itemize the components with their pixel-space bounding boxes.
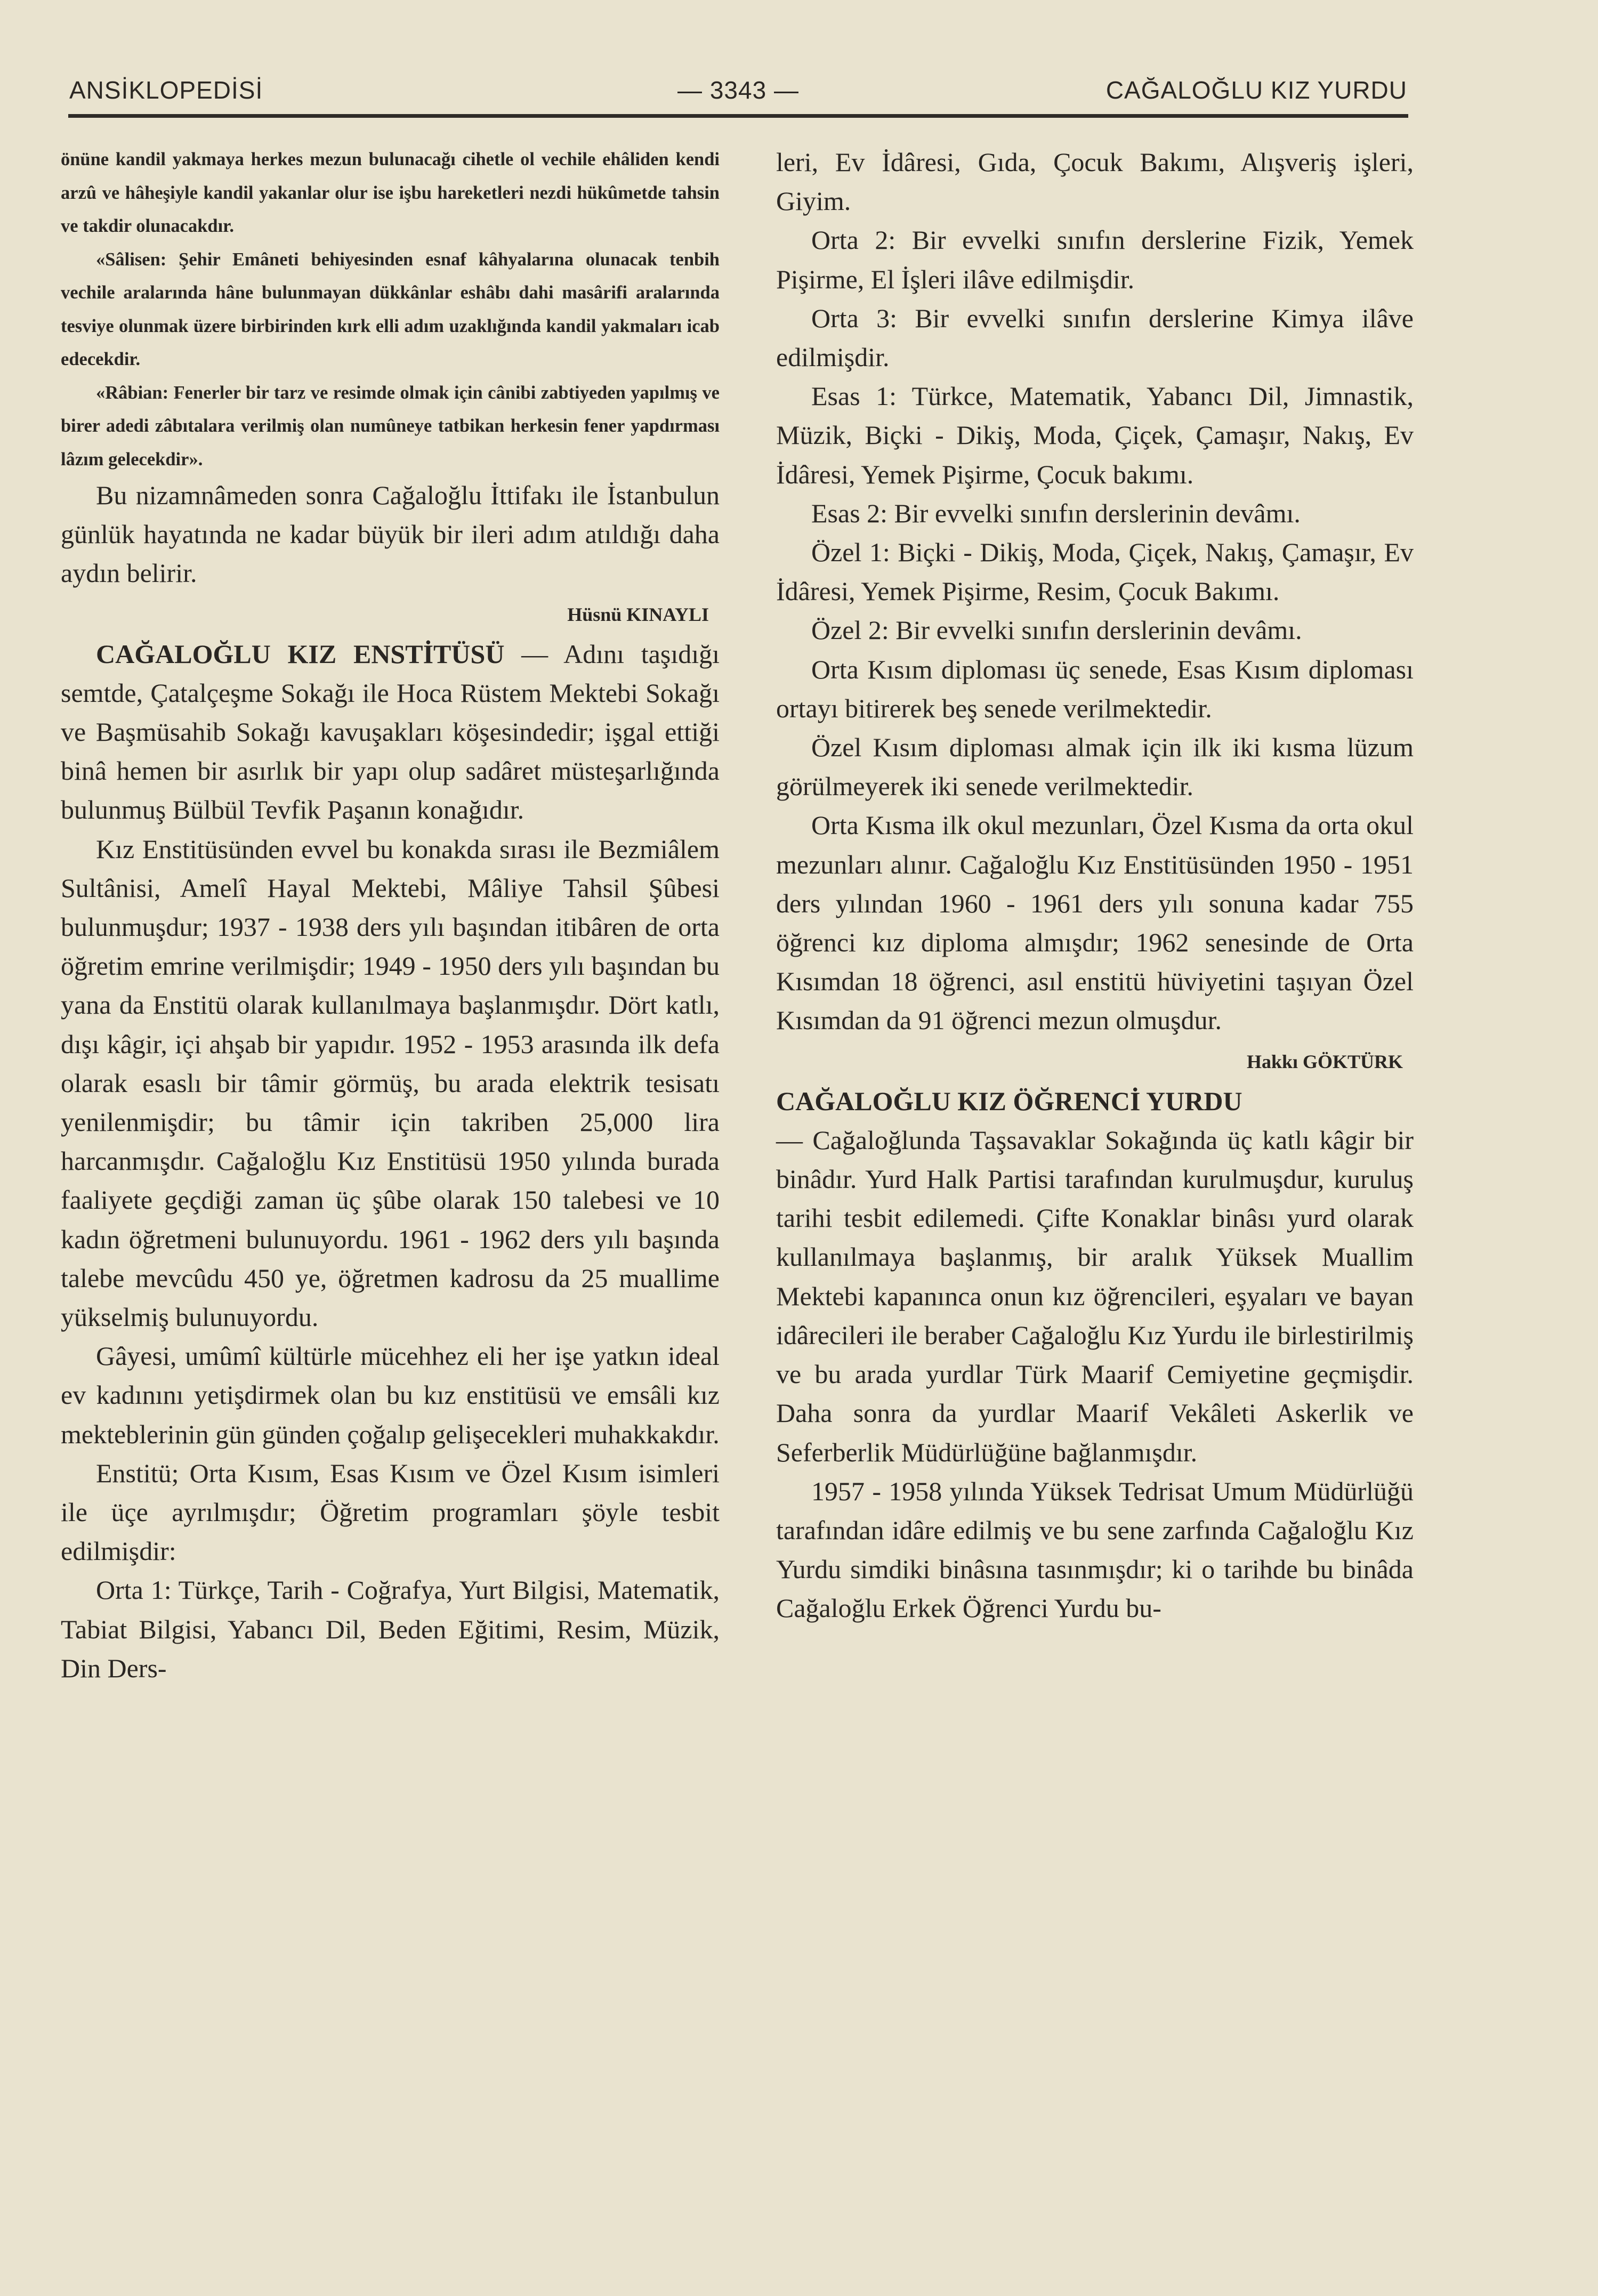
page-number: — 3343 — <box>677 76 799 104</box>
quote-paragraph: «Sâlisen: Şehir Emâneti behiyesinden esnaf kâhyalarına olunacak tenbih vechile aralarında hâne bulunmayan dükkânlar eshâbı dahi masârifi aralarında tesviye olunmak üzere birbirinden kırk elli adım uzaklığında kandil yakmaları icab edecekdir. <box>61 249 720 369</box>
quote-paragraph: önüne kandil yakmaya herkes mezun bulunacağı cihetle ol vechile ehâliden kendi arzû ve hâheşiyle kandil yakanlar olur ise işbu hareketleri nezdi hükûmetde tahsin ve takdir olunacakdır. <box>61 149 720 236</box>
body-paragraph: Özel 2: Bir evvelki sınıfın derslerinin devâmı. <box>811 615 1302 645</box>
author-signature: Hüsnü KINAYLI <box>567 603 709 625</box>
body-paragraph: Orta 3: Bir evvelki sınıfın derslerine Kimya ilâve edilmişdir. <box>776 303 1414 373</box>
entry-title: CAĞALOĞLU KIZ ÖĞRENCİ YURDU <box>776 1086 1242 1116</box>
body-paragraph: Bu nizamnâmeden sonra Cağaloğlu İttifakı ile İstanbulun günlük hayatında ne kadar büyük bir ileri adım atıldığı daha aydın belirir. <box>61 480 720 588</box>
author-signature: Hakkı GÖKTÜRK <box>1246 1050 1403 1072</box>
body-paragraph: Esas 1: Türkce, Matematik, Yabancı Dil, Jimnastik, Müzik, Biçki - Dikiş, Moda, Çiçek, Çamaşır, Nakış, Ev İdâresi, Yemek Pişirme, Çocuk bakımı. <box>776 381 1414 489</box>
body-paragraph: Orta Kısma ilk okul mezunları, Özel Kısma da orta okul mezunları alınır. Cağaloğlu Kız Enstitüsünden 1950 - 1951 ders yılından 1960 - 1961 ders yılı sonuna kadar 755 öğrenci kız diploma almışdır; 1962 senesinde de Orta Kısımdan 18 öğrenci, asıl enstitü hüviyetini taşıyan Özel Kısımdan da 91 öğrenci mezun olmuşdur. <box>776 810 1414 1036</box>
body-paragraph: Kız Enstitüsünden evvel bu konakda sırası ile Bezmiâlem Sultânisi, Amelî Hayal Mektebi, Mâliye Tahsil Şûbesi bulunmuşdur; 1937 - 1938 ders yılı başından itibâren de orta öğretim emrine verilmişdir; 1949 - 1950 ders yılı başından bu yana da Enstitü olarak kullanılmaya başlanmışdır. Dört katlı, dışı kâgir, içi ahşab bir yapıdır. 1952 - 1953 arasında ilk defa olarak esaslı bir tâmir görmüş, bu arada elektrik tesisatı yenilenmişdir; bu tâmir için takriben 25,000 lira harcanmışdır. Cağaloğlu Kız Enstitüsü 1950 yılında burada faaliyete geçdiği zaman üç şûbe olarak 150 talebesi ve 10 kadın öğretmeni bulunuyordu. 1961 - 1962 ders yılı başında talebe mevcûdu 450 ye, öğretmen kadrosu da 25 muallime yükselmiş bulunuyordu. <box>61 834 720 1332</box>
entry-intro: — Cağaloğlunda Taşsavaklar Sokağında üç katlı kâgir bir binâdır. Yurd Halk Partisi tarafından kurulmuşdur, kuruluş tarihi tesbit edilemedi. Çifte Konaklar binâsı yurd olarak kullanılmaya başlanmış, bir aralık Yüksek Muallim Mektebi kapanınca onun kız öğrencileri, eşyaları ve bayan idârecileri ile beraber Cağaloğlu Kız Yurdu ile birlestirilmiş ve bu arada yurdlar Türk Maarif Cemiyetine geçmişdir. Daha sonra da yurdlar Maarif Vekâleti Askerlik ve Seferberlik Müdürlüğüne bağlanmışdır. <box>776 1125 1414 1467</box>
left-column <box>61 143 720 1688</box>
body-paragraph: Özel 1: Biçki - Dikiş, Moda, Çiçek, Nakış, Çamaşır, Ev İdâresi, Yemek Pişirme, Resim, Çocuk Bakımı. <box>776 537 1414 607</box>
entry-intro: — Adını taşıdığı semtde, Çatalçeşme Sokağı ile Hoca Rüstem Mektebi Sokağı ve Başmüsahib Sokağı kavuşakları köşesindedir; işgal ettiği binâ hemen bir asırlık bir yapı olup sadâret müsteşarlığında bulunmuş Bülbül Tevfik Paşanın konağıdır. <box>61 638 720 825</box>
body-paragraph: Orta Kısım diploması üç senede, Esas Kısım diploması ortayı bitirerek beş senede verilmektedir. <box>776 654 1414 723</box>
body-paragraph: Enstitü; Orta Kısım, Esas Kısım ve Özel Kısım isimleri ile üçe ayrılmışdır; Öğretim programları şöyle tesbit edilmişdir: <box>61 1458 720 1566</box>
body-paragraph: Orta 1: Türkçe, Tarih - Coğrafya, Yurt Bilgisi, Matematik, Tabiat Bilgisi, Yabancı Dil, Beden Eğitimi, Resim, Müzik, Din Ders- <box>61 1575 720 1683</box>
header-right-title: CAĞALOĞLU KIZ YURDU <box>1105 76 1407 104</box>
entry-cagaloglu-kiz-enstitusu <box>61 635 720 830</box>
quote-paragraph: «Râbian: Fenerler bir tarz ve resimde olmak için cânibi zabtiyeden yapılmış ve birer adedi zâbıtalara verilmiş olan numûneye tatbikan herkesin fener yapdırması lâzım gelecekdir». <box>61 382 720 470</box>
page-header <box>69 70 1407 113</box>
header-left-title: ANSİKLOPEDİSİ <box>69 76 263 104</box>
header-rule <box>68 114 1408 118</box>
body-paragraph: leri, Ev İdâresi, Gıda, Çocuk Bakımı, Alışveriş işleri, Giyim. <box>776 147 1414 216</box>
right-column <box>776 143 1414 1628</box>
entry-title: CAĞALOĞLU KIZ ENSTİTÜSÜ <box>96 638 505 669</box>
body-paragraph: Özel Kısım diploması almak için ilk iki kısma lüzum görülmeyerek iki senede verilmektedir. <box>776 732 1414 802</box>
body-paragraph: 1957 - 1958 yılında Yüksek Tedrisat Umum Müdürlüğü tarafından idâre edilmiş ve bu sene zarfında Cağaloğlu Kız Yurdu simdiki binâsına tasınmışdır; ki o tarihde bu binâda Cağaloğlu Erkek Öğrenci Yurdu bu- <box>776 1476 1414 1623</box>
body-paragraph: Gâyesi, umûmî kültürle mücehhez eli her işe yatkın ideal ev kadınını yetişdirmek olan bu kız enstitüsü ve emsâli kız mekteblerinin gün günden çoğalıp gelişecekleri muhakkakdır. <box>61 1341 720 1449</box>
body-paragraph: Esas 2: Bir evvelki sınıfın derslerinin devâmı. <box>811 498 1301 528</box>
body-paragraph: Orta 2: Bir evvelki sınıfın derslerine Fizik, Yemek Pişirme, El İşleri ilâve edilmişdir. <box>776 225 1414 294</box>
